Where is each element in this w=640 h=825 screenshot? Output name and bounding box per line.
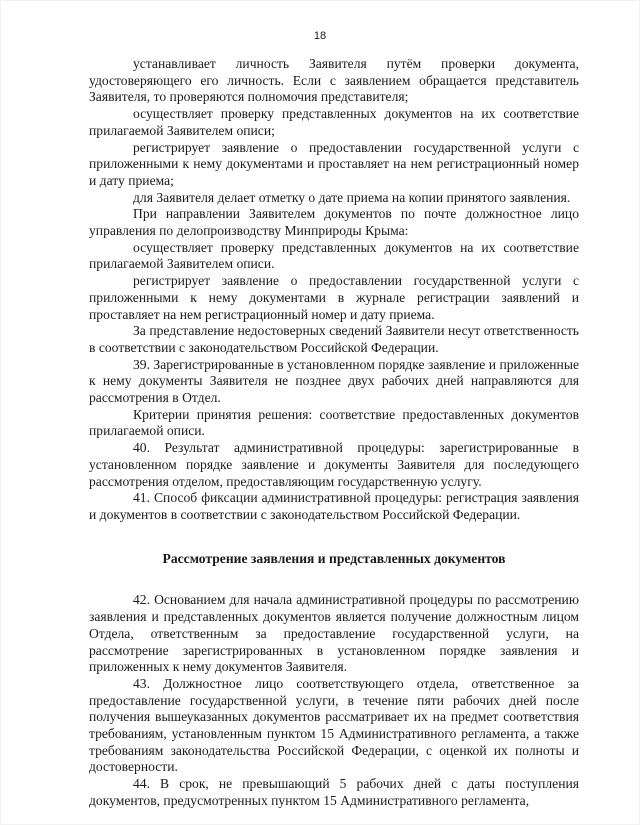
paragraph: регистрирует заявление о предоставлении государственной услуги с приложенными к нему документами в журнале регистрации заявлений и проставляет на нем регистрационный номер и дату приема. (89, 273, 579, 322)
paragraph: За представление недостоверных сведений Заявители несут ответственность в соответствии с законодательством Российской Федерации. (89, 323, 579, 355)
paragraph: 44. В срок, не превышающий 5 рабочих дней с даты поступления документов, предусмотренных пунктом 15 Административного регламента, (89, 776, 579, 808)
document-body (89, 56, 579, 810)
paragraph: для Заявителя делает отметку о дате приема на копии принятого заявления. (133, 189, 571, 205)
paragraph: 39. Зарегистрированные в установленном порядке заявление и приложенные к нему документы Заявителя не позднее двух рабочих дней направляются для рассмотрения в Отдел. (89, 356, 579, 406)
paragraph: Критерии принятия решения: соответствие предоставленных документов прилагаемой описи. (89, 406, 579, 439)
paragraph: 42. Основанием для начала административной процедуры по рассмотрению заявления и представленных документов является получение должностным лицом Отдела, ответственным за предоставление государственной услуги, на рассмотрение зарегистрированных в установленном порядке заявления и приложенных к нему документов Заявителя. (89, 592, 579, 675)
paragraph: осуществляет проверку представленных документов на их соответствие прилагаемой Заявителем описи. (89, 239, 579, 272)
paragraph: 43. Должностное лицо соответствующего отдела, ответственное за предоставление государственной услуги, в течение пяти рабочих дней после получения вышеуказанных документов рассматривает их на предмет соответствия требованиям, установленным пунктом 15 Административного регламента, а также требованиям законодательства Российской Федерации, с оценкой их полноты и достоверности. (89, 675, 579, 775)
paragraph: осуществляет проверку представленных документов на их соответствие прилагаемой Заявителем описи; (89, 106, 579, 138)
page-number: 18 (313, 30, 327, 42)
paragraph: регистрирует заявление о предоставлении государственной услуги с приложенными к нему документами и проставляет на нем регистрационный номер и дату приема; (89, 139, 579, 188)
paragraph: При направлении Заявителем документов по почте должностное лицо управления по делопроизводству Минприроды Крыма: (89, 206, 579, 239)
paragraph: устанавливает личность Заявителя путём проверки документа, удостоверяющего его личность. Если с заявлением обращается представитель Заявителя, то проверяются полномочия представителя; (89, 56, 579, 105)
paragraph: 40. Результат административной процедуры: зарегистрированные в установленном порядке заявление и документы Заявителя для последующего рассмотрения отделом, предоставляющим государственную услугу. (89, 440, 579, 489)
paragraph: 41. Способ фиксации административной процедуры: регистрация заявления и документов в соответствии с законодательством Российской Федерации. (89, 490, 579, 522)
section-title: Рассмотрение заявления и представленных документов (162, 550, 506, 566)
